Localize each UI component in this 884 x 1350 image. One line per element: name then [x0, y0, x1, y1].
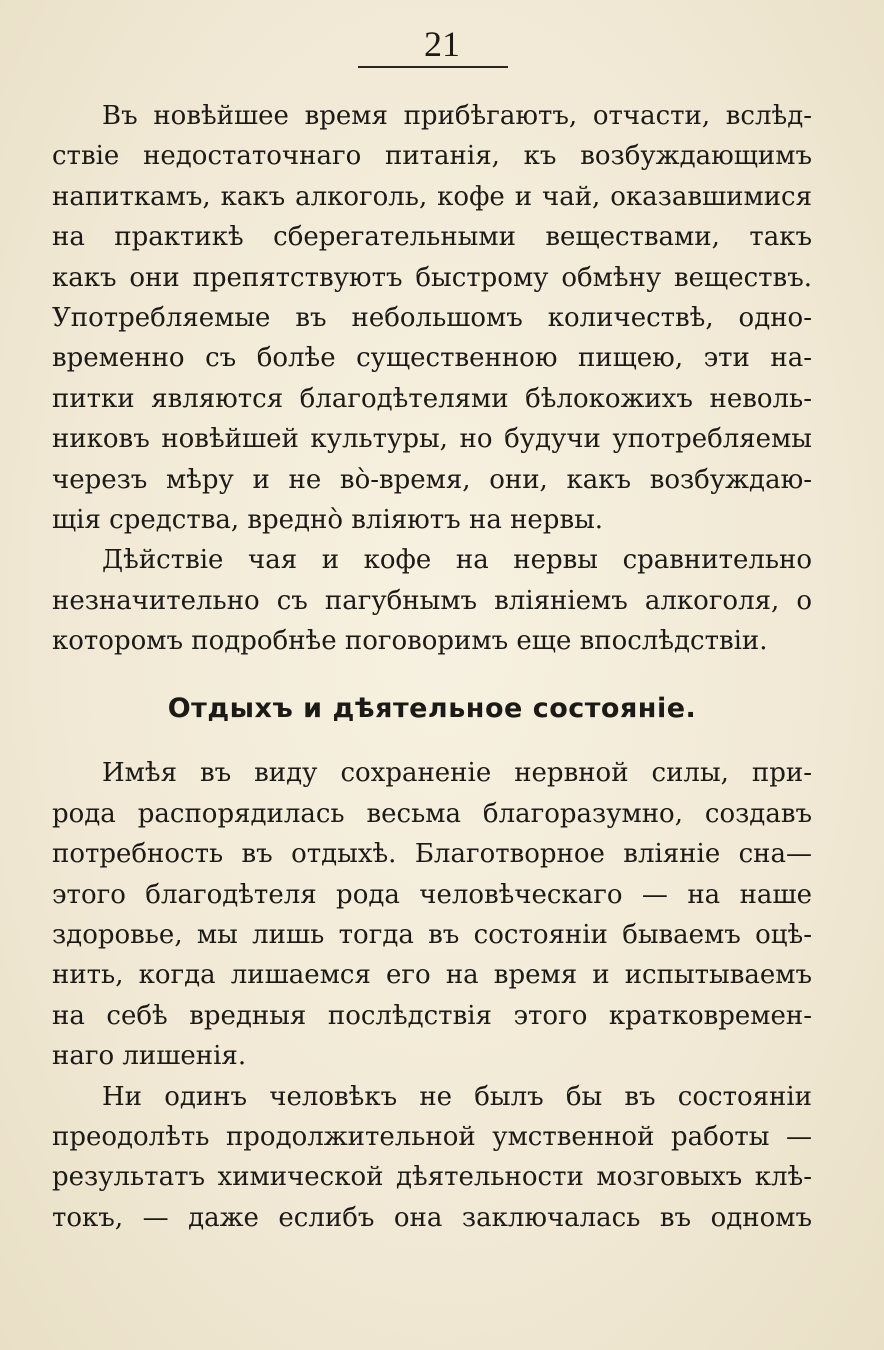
text-line: Дѣйствіе чая и кофе на нервы сравнительно: [102, 545, 812, 576]
text-line: на себѣ вредныя послѣдствія этого кратковремен-: [52, 1000, 812, 1031]
text-line: этого благодѣтеля рода человѣческаго — на наше: [52, 879, 812, 910]
text-line: наго лишенія.: [52, 1041, 247, 1072]
text-line: щія средства, вреднò вліяютъ на нервы.: [52, 504, 604, 535]
paragraph-2: [52, 540, 812, 661]
text-line: Употребляемые въ небольшомъ количествѣ, одно-: [52, 302, 812, 333]
text-line: Въ новѣйшее время прибѣгаютъ, отчасти, вслѣд-: [102, 101, 812, 131]
text-line: потребность въ отдыхѣ. Благотворное вліяніе сна—: [52, 839, 812, 870]
text-line: незначительно съ пагубнымъ вліяніемъ алкоголя, о: [52, 585, 812, 616]
text-line: нить, когда лишаемся его на время и испытываемъ: [52, 960, 812, 991]
text-line: питки являются благодѣтелями бѣлокожихъ неволь-: [52, 383, 812, 414]
spacer: [52, 739, 812, 753]
text-line: черезъ мѣру и не вò-время, они, какъ возбуждаю-: [52, 464, 812, 495]
text-line: какъ они препятствуютъ быстрому обмѣну веществъ.: [52, 262, 812, 293]
text-line: рода распорядилась весьма благоразумно, создавъ: [52, 798, 812, 829]
section-paragraph-2: [52, 1077, 812, 1239]
body-text: [52, 96, 812, 1238]
spacer: [52, 661, 812, 679]
page-number: 21: [424, 24, 460, 64]
text-line: Имѣя въ виду сохраненіе нервной силы, при-: [102, 758, 812, 789]
text-line: напиткамъ, какъ алкоголь, кофе и чай, оказавшимися: [52, 181, 812, 212]
text-line: на практикѣ сберегательными веществами, такъ: [52, 222, 812, 253]
text-line: токъ, — даже еслибъ она заключалась въ одномъ: [52, 1202, 812, 1233]
text-line: преодолѣть продолжительной умственной работы —: [52, 1121, 812, 1152]
text-line: результатъ химической дѣятельности мозговыхъ клѣ-: [52, 1162, 812, 1193]
text-line: Ни одинъ человѣкъ не былъ бы въ состояніи: [102, 1081, 812, 1112]
text-line: здоровье, мы лишь тогда въ состояніи бываемъ оцѣ-: [52, 920, 812, 951]
section-paragraph-1: [52, 753, 812, 1076]
text-line: никовъ новѣйшей культуры, но будучи употребляемы: [52, 424, 812, 455]
section-heading: Отдыхъ и дѣятельное состояніе.: [167, 693, 697, 725]
header-rule: [358, 66, 508, 68]
paragraph-1: [52, 96, 812, 540]
text-line: ствіе недостаточнаго питанія, къ возбуждающимъ: [52, 141, 812, 172]
text-line: временно съ болѣе существенною пищею, эти на-: [52, 343, 812, 374]
text-line: которомъ подробнѣе поговоримъ еще впослѣдствіи.: [52, 626, 768, 657]
